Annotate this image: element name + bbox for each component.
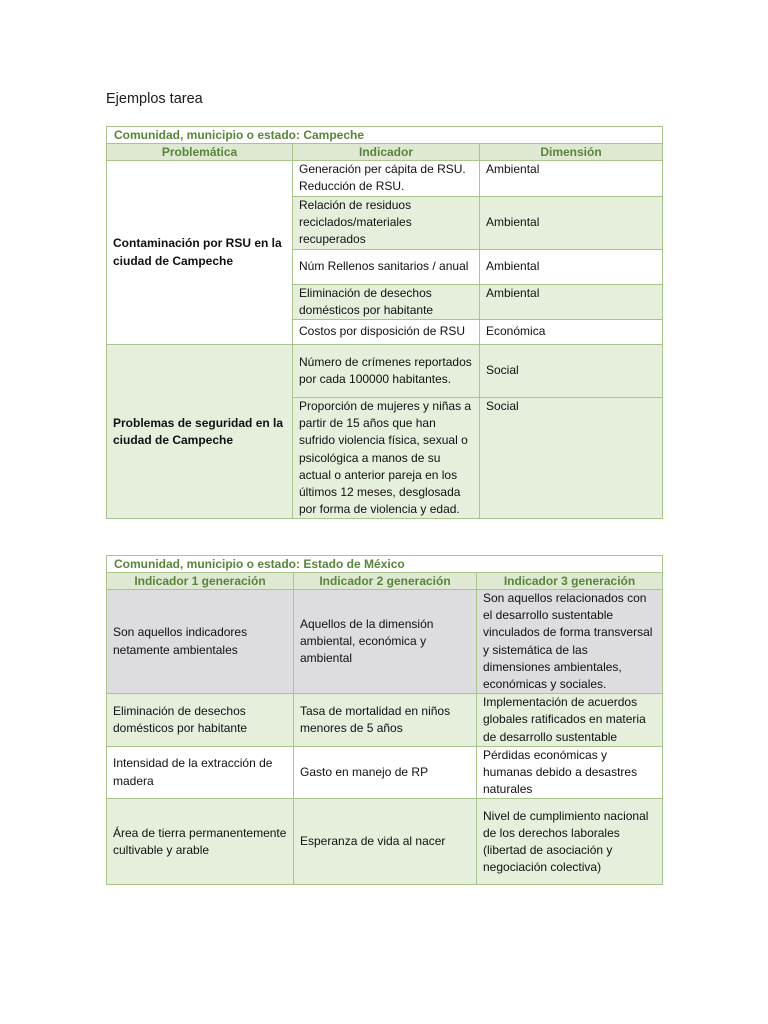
table-cell: Son aquellos relacionados con el desarrollo sustentable vinculados de forma transversal y sistemática de las dimensiones ambientales, económicas y sociales.	[477, 590, 663, 694]
table-cell: Aquellos de la dimensión ambiental, económica y ambiental	[294, 590, 477, 694]
edomex-indicators-table	[106, 555, 663, 885]
dimension-cell: Ambiental	[480, 197, 663, 250]
dimension-cell: Económica	[480, 320, 663, 345]
table-cell: Área de tierra permanentemente cultivable y arable	[107, 799, 294, 885]
table-cell: Nivel de cumplimiento nacional de los derechos laborales (libertad de asociación y negociación colectiva)	[477, 799, 663, 885]
dimension-cell: Ambiental	[480, 284, 663, 319]
table-cell: Gasto en manejo de RP	[294, 746, 477, 799]
column-header-problematica: Problemática	[107, 144, 293, 161]
table-cell: Intensidad de la extracción de madera	[107, 746, 294, 799]
table-cell: Esperanza de vida al nacer	[294, 799, 477, 885]
problem-cell: Problemas de seguridad en la ciudad de Campeche	[107, 345, 293, 519]
column-header-gen2: Indicador 2 generación	[294, 573, 477, 590]
table-cell: Implementación de acuerdos globales ratificados en materia de desarrollo sustentable	[477, 694, 663, 747]
column-header-gen3: Indicador 3 generación	[477, 573, 663, 590]
dimension-cell: Social	[480, 345, 663, 398]
table-cell: Tasa de mortalidad en niños menores de 5 años	[294, 694, 477, 747]
page-title: Ejemplos tarea	[106, 91, 203, 107]
dimension-cell: Social	[480, 398, 663, 519]
table-caption: Comunidad, municipio o estado: Estado de México	[107, 556, 663, 573]
table-cell: Son aquellos indicadores netamente ambientales	[107, 590, 294, 694]
indicator-cell: Generación per cápita de RSU. Reducción de RSU.	[293, 161, 480, 197]
column-header-gen1: Indicador 1 generación	[107, 573, 294, 590]
dimension-cell: Ambiental	[480, 161, 663, 197]
table-cell: Eliminación de desechos domésticos por habitante	[107, 694, 294, 747]
campeche-indicators-table	[106, 126, 663, 519]
dimension-cell: Ambiental	[480, 249, 663, 284]
indicator-cell: Núm Rellenos sanitarios / anual	[293, 249, 480, 284]
column-header-dimension: Dimensión	[480, 144, 663, 161]
indicator-cell: Proporción de mujeres y niñas a partir de 15 años que han sufrido violencia física, sexual o psicológica a manos de su actual o anterior pareja en los últimos 12 meses, desglosada por forma de violencia y edad.	[293, 398, 480, 519]
table-cell: Pérdidas económicas y humanas debido a desastres naturales	[477, 746, 663, 799]
indicator-cell: Costos por disposición de RSU	[293, 320, 480, 345]
indicator-cell: Número de crímenes reportados por cada 100000 habitantes.	[293, 345, 480, 398]
indicator-cell: Eliminación de desechos domésticos por habitante	[293, 284, 480, 319]
problem-cell: Contaminación por RSU en la ciudad de Campeche	[107, 161, 293, 345]
indicator-cell: Relación de residuos reciclados/materiales recuperados	[293, 197, 480, 250]
table-caption: Comunidad, municipio o estado: Campeche	[107, 127, 663, 144]
column-header-indicador: Indicador	[293, 144, 480, 161]
